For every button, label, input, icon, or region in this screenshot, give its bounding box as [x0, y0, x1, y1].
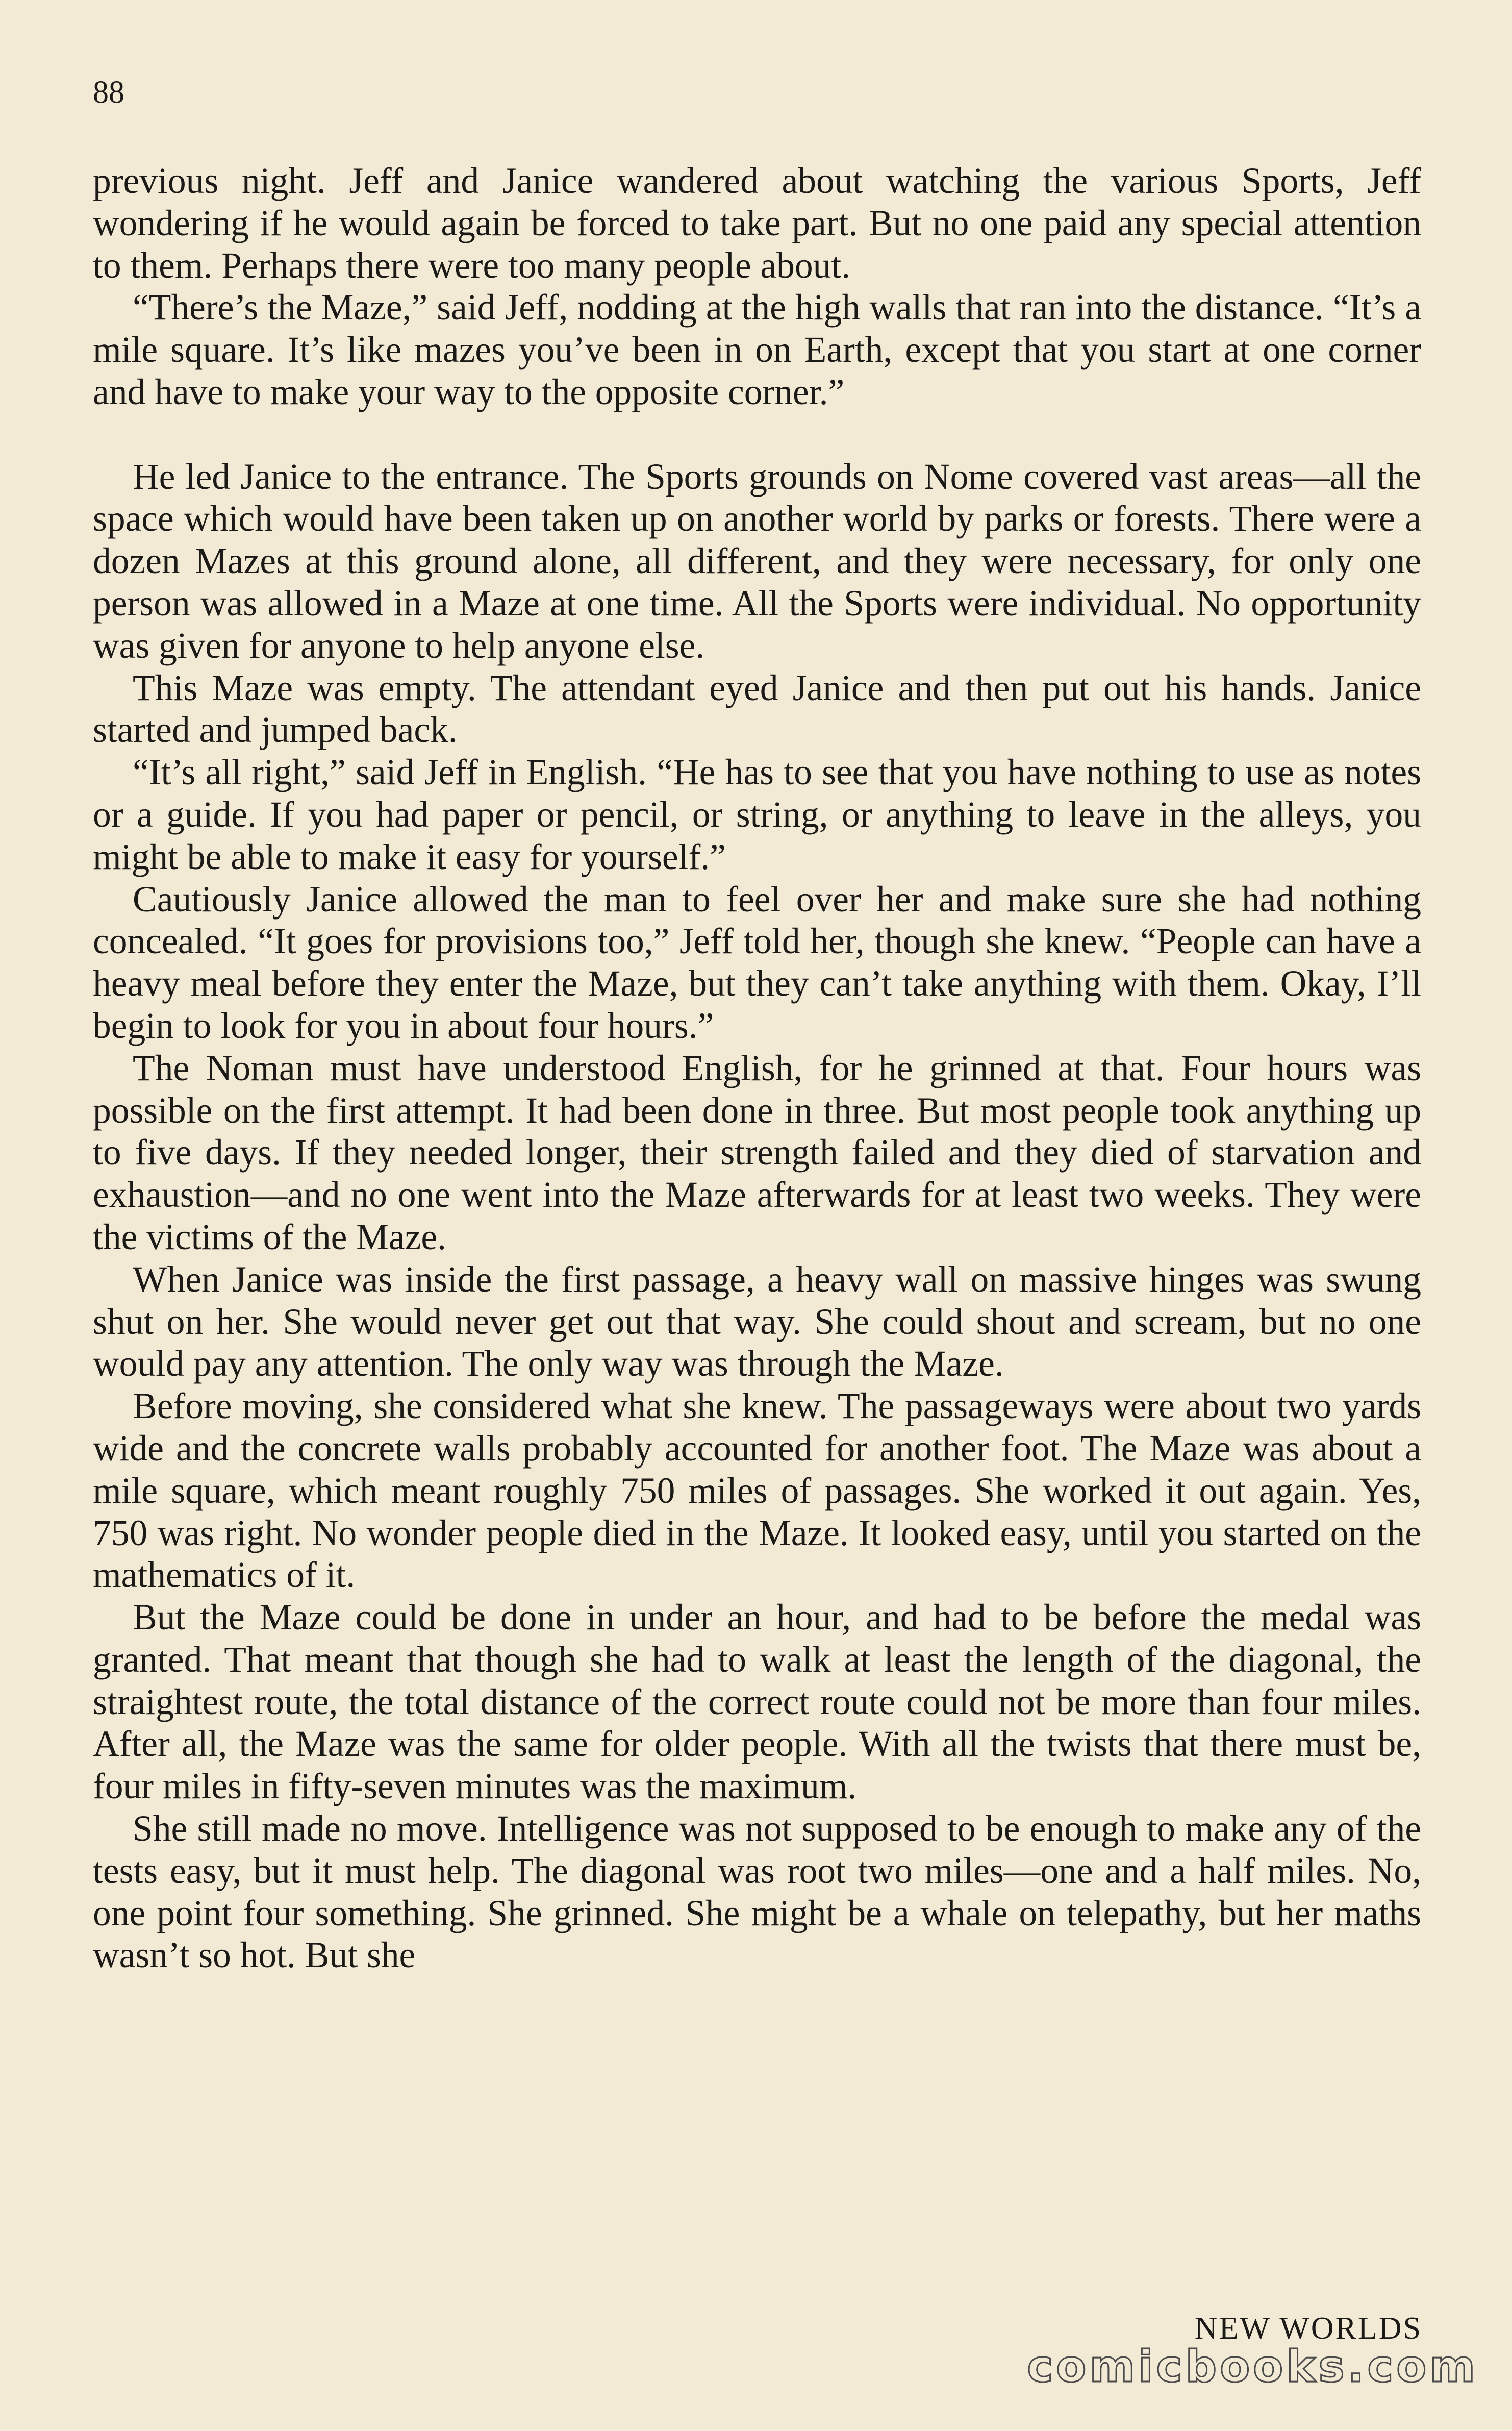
paragraph: The Noman must have understood English, for he grinned at that. Four hours was possible on the first attempt. It had been done in three. But most people took anything up to five days. If they needed longer, their strength failed and they died of starvation and exhaustion—and no one went into the Maze afterwards for at least two weeks. They were the victims of the Maze.: [93, 1048, 1421, 1257]
page-number: 88: [93, 75, 124, 110]
paragraph: He led Janice to the entrance. The Sports grounds on Nome covered vast areas—all the space which would have been taken up on another world by parks or forests. There were a dozen Mazes at this ground alone, all different, and they were necessary, for only one person was allowed in a Maze at one time. All the Sports were individual. No opportunity was given for anyone to help anyone else.: [93, 456, 1421, 666]
paragraph: This Maze was empty. The attendant eyed Janice and then put out his hands. Janice started and jumped back.: [93, 667, 1421, 751]
paragraph: “There’s the Maze,” said Jeff, nodding at the high walls that ran into the distance. “It’s a mile square. It’s like mazes you’ve been in on Earth, except that you start at one corner and have to make your way to the opposite corner.”: [93, 287, 1421, 412]
paragraph: When Janice was inside the first passage, a heavy wall on massive hinges was swung shut on her. She would never get out that way. She could shout and scream, but no one would pay any attention. The only way was through the Maze.: [93, 1259, 1421, 1384]
paragraph: “It’s all right,” said Jeff in English. “He has to see that you have nothing to use as notes or a guide. If you had paper or pencil, or string, or anything to leave in the alleys, you might be able to make it easy for yourself.”: [93, 752, 1421, 877]
paragraph: Cautiously Janice allowed the man to feel over her and make sure she had nothing concealed. “It goes for provisions too,” Jeff told her, though she knew. “People can have a heavy meal before they enter the Maze, but they can’t take anything with them. Okay, I’ll begin to look for you in about four hours.”: [93, 879, 1421, 1046]
watermark: comicbooks.com: [1027, 2341, 1478, 2392]
paragraph: previous night. Jeff and Janice wandered about watching the various Sports, Jeff wondering if he would again be forced to take part. But no one paid any special attention to them. Perhaps there were too many people about.: [93, 161, 1421, 286]
paragraph: Before moving, she considered what she knew. The passageways were about two yards wide and the concrete walls probably accounted for another foot. The Maze was about a mile square, which meant roughly 750 miles of passages. She worked it out again. Yes, 750 was right. No wonder people died in the Maze. It looked easy, until you started on the mathematics of it.: [93, 1386, 1421, 1596]
body-text: [93, 160, 1421, 1977]
magazine-title: NEW WORLDS: [1194, 2311, 1422, 2346]
paragraph: She still made no move. Intelligence was not supposed to be enough to make any of the tests easy, but it must help. The diagonal was root two miles—one and a half miles. No, one point four something. She grinned. She might be a whale on telepathy, but her maths wasn’t so hot. But she: [93, 1808, 1421, 1976]
paragraph: But the Maze could be done in under an hour, and had to be before the medal was granted. That meant that though she had to walk at least the length of the diagonal, the straightest route, the total distance of the correct route could not be more than four miles. After all, the Maze was the same for older people. With all the twists that there must be, four miles in fifty-seven minutes was the maximum.: [93, 1597, 1421, 1807]
